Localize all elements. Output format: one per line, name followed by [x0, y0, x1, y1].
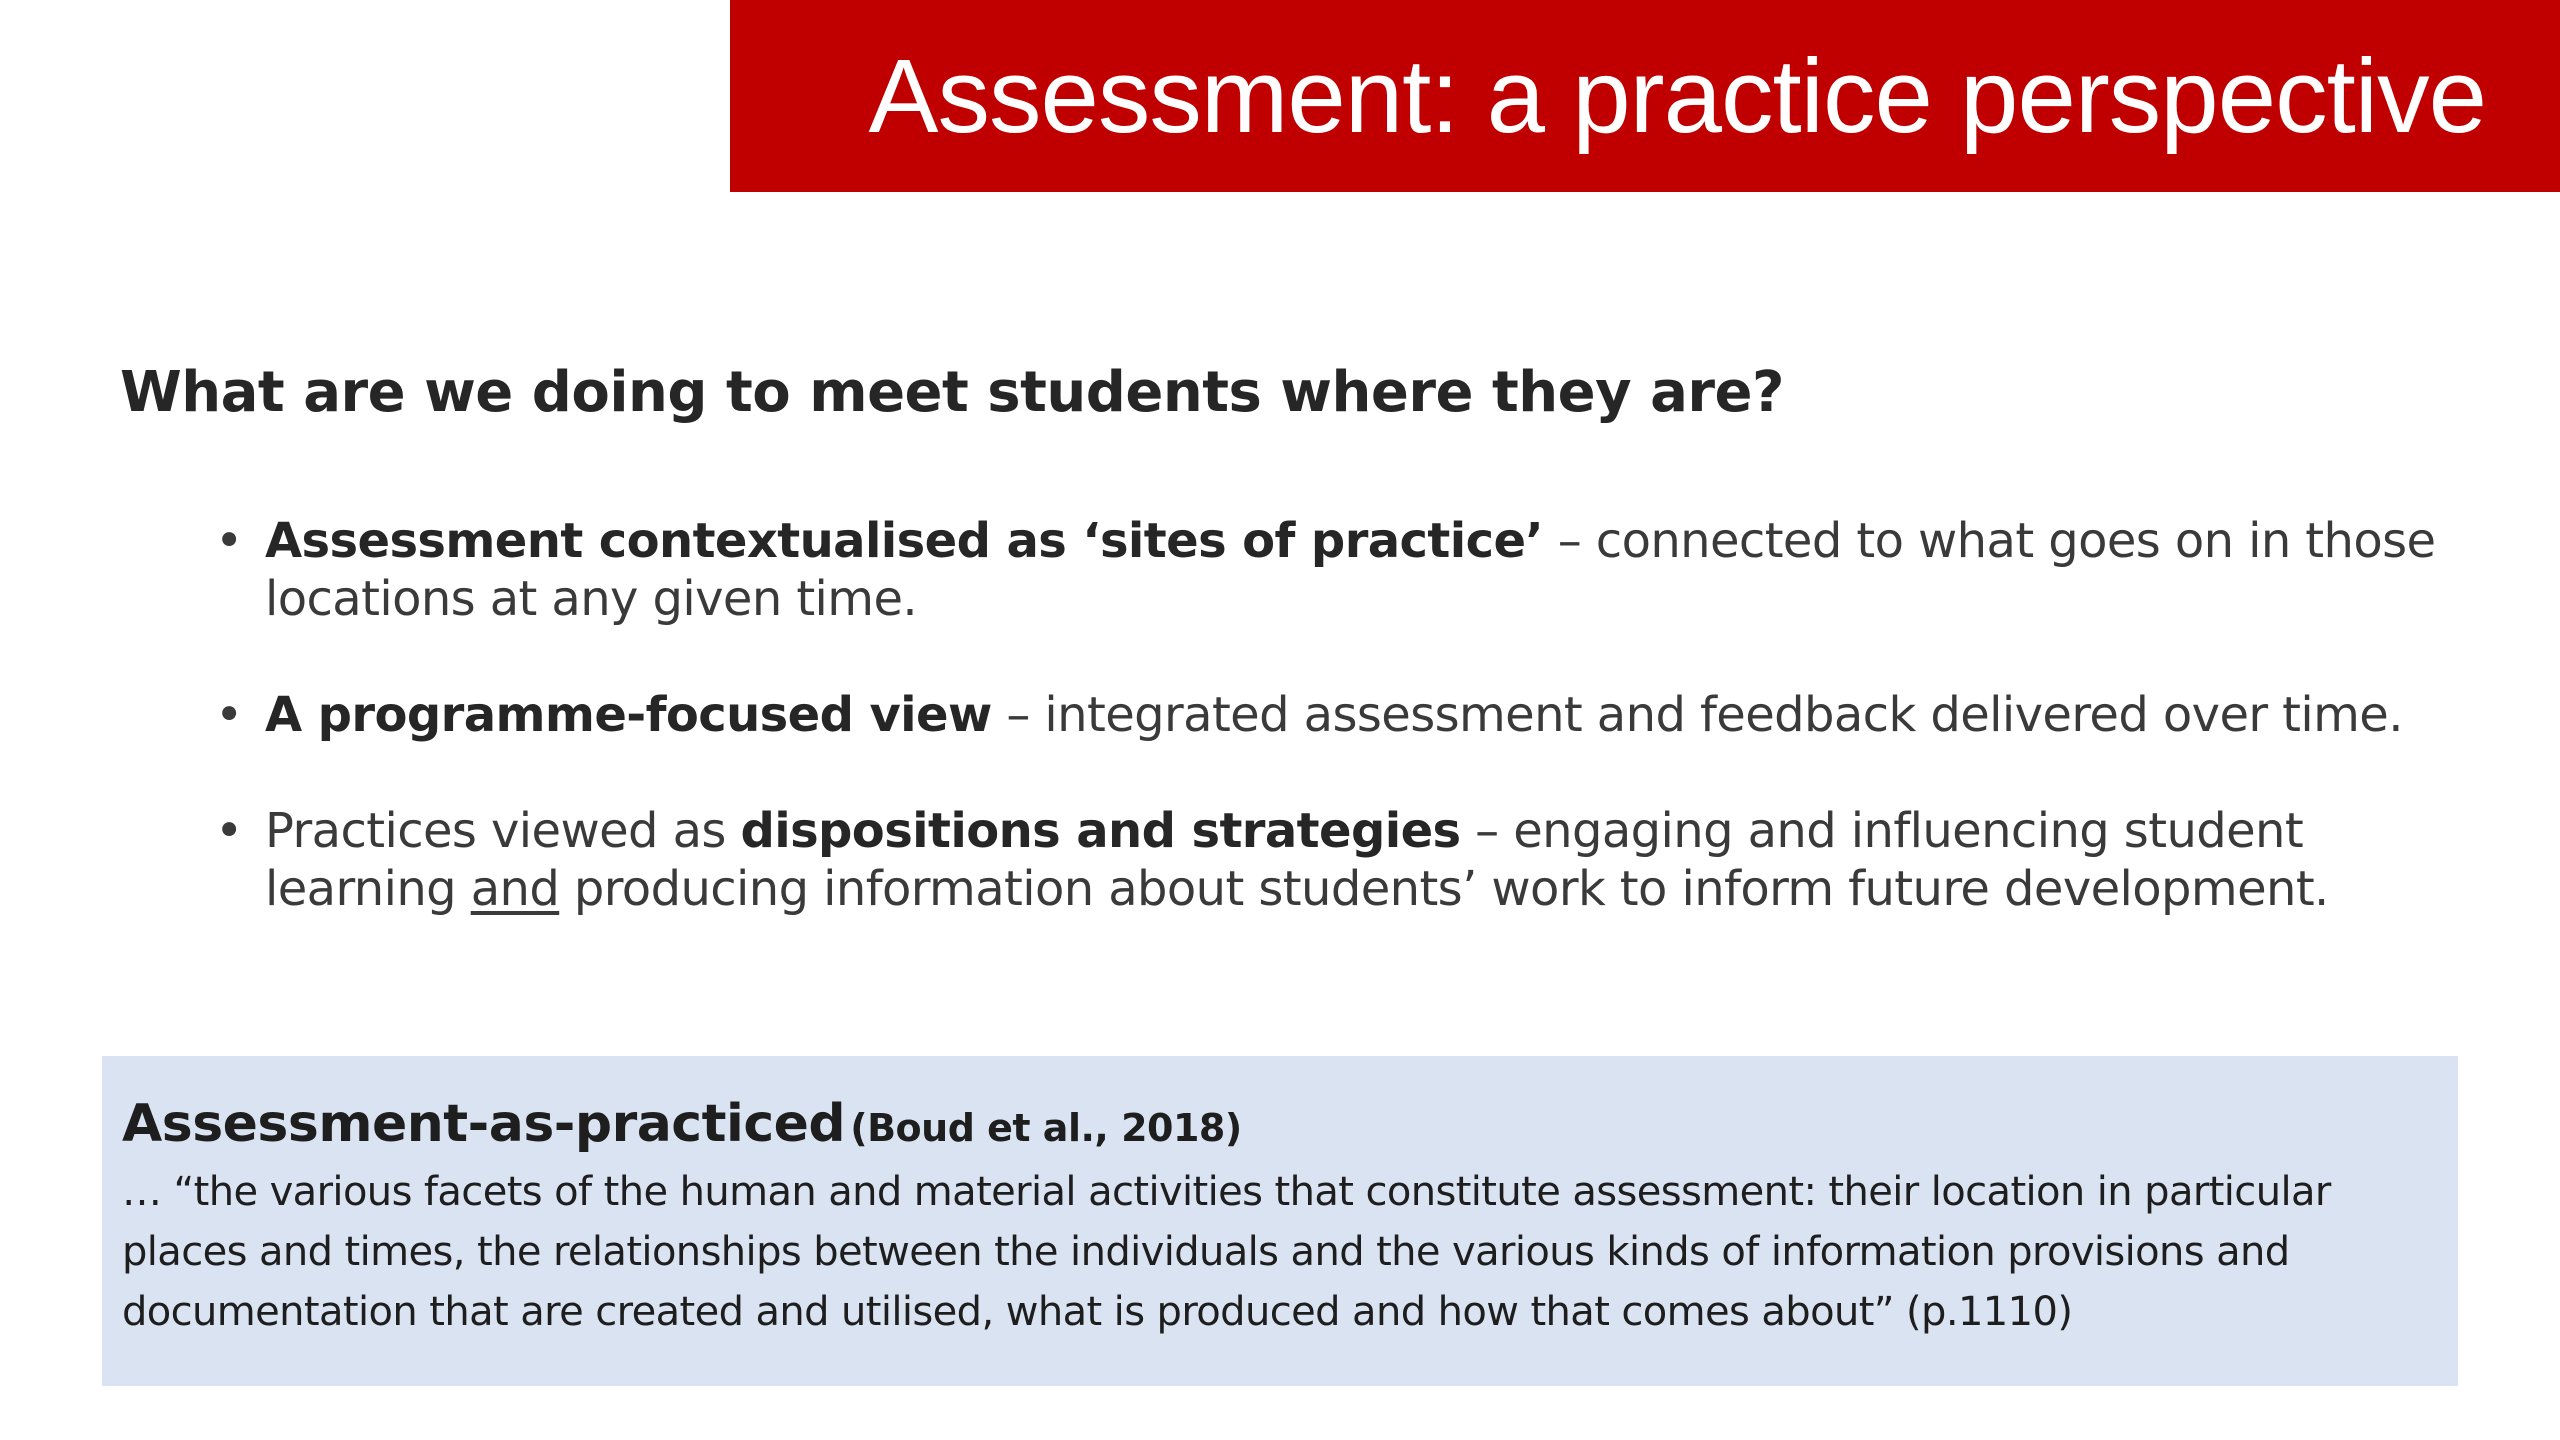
quote-text: … “the various facets of the human and material activities that constitute assessment: their location in particular places and times, the relationships between the individuals and the various kinds of information provisions and documentation that are created and utilised, what is produced and how that comes about” (p.1110)	[122, 1169, 2331, 1335]
bullet-text: – connected to what goes on in those locations at any given time.	[265, 513, 2436, 627]
bullet-bold-text: dispositions and strategies	[740, 803, 1461, 859]
quote-citation: (Boud et al., 2018)	[850, 1106, 1242, 1150]
bullet-item-programme-focused	[215, 686, 2475, 744]
bullet-bold-text: Assessment contextualised as ‘sites of practice’	[265, 513, 1544, 569]
bullet-bold-text: A programme-focused view	[265, 687, 992, 743]
title-banner	[730, 0, 2560, 192]
bullet-list	[215, 512, 2475, 976]
bullet-item-dispositions	[215, 802, 2475, 918]
quote-box	[102, 1056, 2458, 1386]
slide-title: Assessment: a practice perspective	[868, 37, 2486, 155]
bullet-text: Practices viewed as	[265, 803, 741, 859]
bullet-text: – engaging and influencing student learning	[265, 803, 2304, 917]
quote-title: Assessment-as-practiced	[122, 1094, 846, 1154]
section-question: What are we doing to meet students where they are?	[120, 360, 1784, 425]
bullet-underlined-text: and	[470, 861, 560, 917]
quote-heading	[122, 1094, 2438, 1154]
bullet-item-sites-of-practice	[215, 512, 2475, 628]
bullet-text: – integrated assessment and feedback delivered over time.	[991, 687, 2403, 743]
bullet-text: producing information about students’ work to inform future development.	[559, 861, 2329, 917]
